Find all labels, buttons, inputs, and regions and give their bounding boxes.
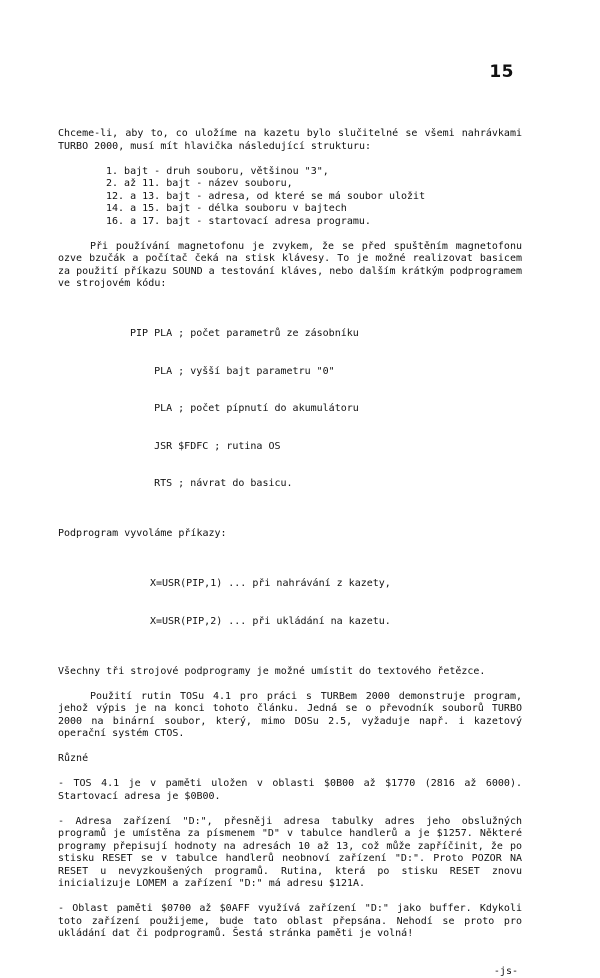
- misc-item: - TOS 4.1 je v paměti uložen v oblasti $0B00 až $1770 (2816 až 6000). Startovací adresa je $0B00.: [58, 778, 522, 803]
- beep-paragraph: Při používání magnetofonu je zvykem, že se před spuštěním magnetofonu ozve bzučák a počítač čeká na stisk klávesy. To je možné realizovat basicem za použití příkazu SOUND a testování kláves, nebo dalším krátkým podprogramem ve strojovém kódu:: [58, 241, 522, 291]
- tosu-paragraph: Použití rutin TOSu 4.1 pro práci s TURBem 2000 demonstruje program, jehož výpis je na konci tohoto článku. Jedná se o převodník souborů TURBO 2000 na binární soubor, který, mimo DOSu 2.5, vyžaduje např. i kazetový operační systém CTOS.: [58, 691, 522, 741]
- page-number: 15: [489, 62, 514, 82]
- list-item: 14. a 15. bajt - délka souboru v bajtech: [106, 203, 522, 216]
- string-paragraph: Všechny tři strojové podprogramy je možné umístit do textového řetězce.: [58, 666, 522, 679]
- author-signature: -js-: [58, 966, 522, 978]
- code-line: JSR $FDFC ; rutina OS: [130, 441, 522, 454]
- code-line: X=USR(PIP,2) ... při ukládání na kazetu.: [150, 616, 522, 629]
- list-item: 1. bajt - druh souboru, většinou "3",: [106, 166, 522, 179]
- code-line: PLA ; vyšší bajt parametru "0": [130, 366, 522, 379]
- usr-calls: [150, 553, 522, 653]
- code-line: PIP PLA ; počet parametrů ze zásobníku: [130, 328, 522, 341]
- code-line: X=USR(PIP,1) ... při nahrávání z kazety,: [150, 578, 522, 591]
- header-structure-list: [106, 166, 522, 229]
- code-line: PLA ; počet pípnutí do akumulátoru: [130, 403, 522, 416]
- misc-heading: Různé: [58, 753, 522, 766]
- list-item: 16. a 17. bajt - startovací adresa programu.: [106, 216, 522, 229]
- call-intro: Podprogram vyvoláme příkazy:: [58, 528, 522, 541]
- pip-code-listing: [130, 303, 522, 516]
- misc-item: - Oblast paměti $0700 až $0AFF využívá zařízení "D:" jako buffer. Kdykoli toto zařízení použijeme, bude tato oblast přepsána. Nehodí se proto pro ukládání dat či podprogramů. Šestá stránka paměti je volná!: [58, 903, 522, 941]
- list-item: 2. až 11. bajt - název souboru,: [106, 178, 522, 191]
- list-item: 12. a 13. bajt - adresa, od které se má soubor uložit: [106, 191, 522, 204]
- article-body: [58, 128, 522, 978]
- misc-item: - Adresa zařízení "D:", přesněji adresa tabulky adres jeho obslužných programů je umístěna za písmenem "D" v tabulce handlerů a je $1257. Některé programy přepisují hodnoty na adresách 10 až 13, což může zapříčinit, že po stisku RESET se v tabulce handlerů neobnoví zařízení "D:". Proto POZOR NA RESET u nevyzkoušených programů. Rutina, která po stisku RESET znovu inicializuje LOMEM a zařízení "D:" má adresu $121A.: [58, 816, 522, 891]
- intro-paragraph: Chceme-li, aby to, co uložíme na kazetu bylo slučitelné se všemi nahrávkami TURBO 2000, musí mít hlavička následující strukturu:: [58, 128, 522, 153]
- code-line: RTS ; návrat do basicu.: [130, 478, 522, 491]
